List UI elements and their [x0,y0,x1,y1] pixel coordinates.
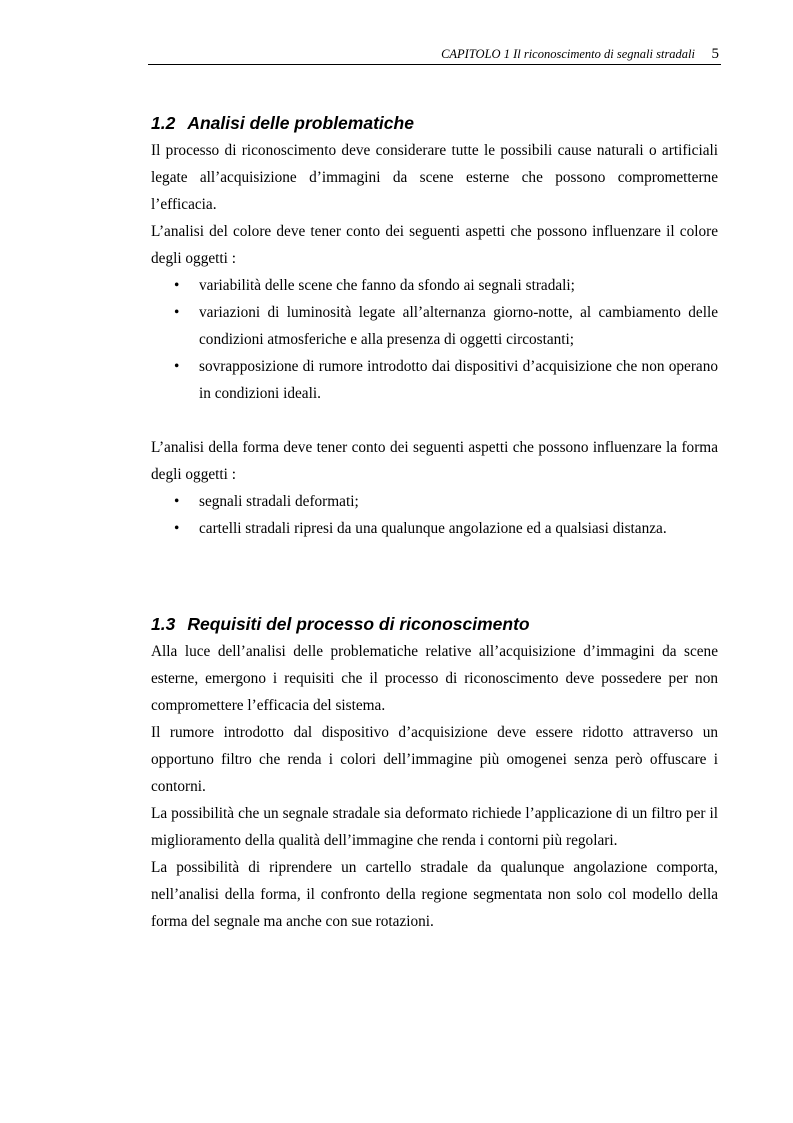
section-heading-1-2 [151,110,718,137]
paragraph: La possibilità che un segnale stradale sia deformato richiede l’applicazione di un filtro per il miglioramento della qualità dell’immagine che renda i contorni più regolari. [151,805,718,849]
paragraph-color-intro: L’analisi del colore deve tener conto dei seguenti aspetti che possono influenzare il colore degli oggetti : [151,223,718,267]
chapter-title: CAPITOLO 1 Il riconoscimento di segnali stradali [441,47,695,61]
page-number: 5 [711,46,719,62]
section-number: 1.2 [151,113,176,133]
bullet-icon: • [174,358,180,375]
list-item [151,353,718,407]
bullet-icon: • [174,493,180,510]
section-title: Analisi delle problematiche [187,113,414,133]
bullet-icon: • [174,304,180,321]
paragraph: Alla luce dell’analisi delle problematiche relative all’acquisizione d’immagini da scene esterne, emergono i requisiti che il processo di riconoscimento deve possedere per non compromettere l’efficacia del sistema. [151,643,718,714]
section-title: Requisiti del processo di riconoscimento [187,614,530,634]
list-item-text: sovrapposizione di rumore introdotto dai dispositivi d’acquisizione che non operano in condizioni ideali. [199,358,718,402]
list-item-text: variabilità delle scene che fanno da sfondo ai segnali stradali; [199,277,575,294]
shape-aspects-list [151,488,718,542]
paragraph: La possibilità di riprendere un cartello stradale da qualunque angolazione comporta, nell’analisi della forma, il confronto della regione segmentata non solo col modello della forma del segnale ma anche con sue rotazioni. [151,859,718,930]
section-heading-1-3 [151,611,718,638]
bullet-icon: • [174,277,180,294]
list-item [151,488,718,515]
list-item-text: cartelli stradali ripresi da una qualunque angolazione ed a qualsiasi distanza. [199,520,667,537]
main-text [151,110,718,935]
paragraph: Il rumore introdotto dal dispositivo d’acquisizione deve essere ridotto attraverso un opportuno filtro che renda i colori dell’immagine più omogenei senza però offuscare i contorni. [151,724,718,795]
list-item [151,515,718,542]
list-item-text: segnali stradali deformati; [199,493,359,510]
list-item [151,272,718,299]
list-item [151,299,718,353]
list-item-text: variazioni di luminosità legate all’alternanza giorno-notte, al cambiamento delle condizioni atmosferiche e alla presenza di oggetti circostanti; [199,304,718,348]
color-aspects-list [151,272,718,407]
paragraph-shape-intro: L’analisi della forma deve tener conto dei seguenti aspetti che possono influenzare la forma degli oggetti : [151,439,718,483]
section-number: 1.3 [151,614,176,634]
bullet-icon: • [174,520,180,537]
running-header [148,46,721,65]
paragraph-intro: Il processo di riconoscimento deve considerare tutte le possibili cause naturali o artificiali legate all’acquisizione d’immagini da scene esterne che possono comprometterne l’efficacia. [151,142,718,213]
